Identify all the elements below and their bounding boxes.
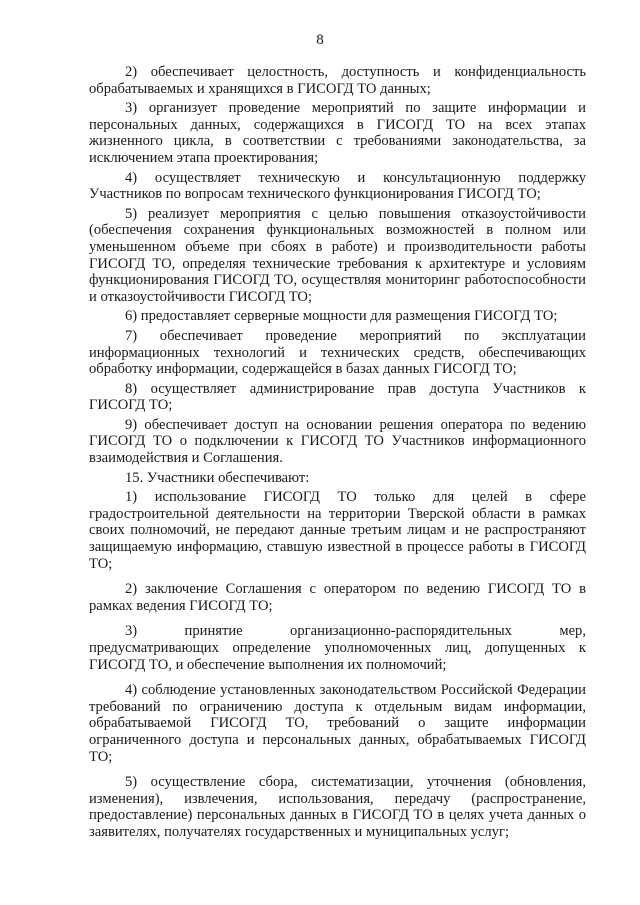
clause-2-integrity: 2) обеспечивает целостность, доступность и конфиденциальность обрабатываемых и хранящихся в ГИСОГД ТО данных; — [89, 64, 586, 97]
clause-3-protection: 3) организует проведение мероприятий по защите информации и персональных данных, содержащихся в ГИСОГД ТО на всех этапах жизненного цикла, в соответствии с требованиями законодательства, за исключением этапа проектирования; — [89, 100, 586, 166]
participant-clause-3-measures: 3) принятие организационно-распорядительных мер, предусматривающих определение уполномоченных лиц, допущенных к ГИСОГД ТО, и обеспечение выполнения их полномочий; — [89, 623, 586, 673]
section-15-heading: 15. Участники обеспечивают: — [125, 469, 310, 486]
participant-clause-2-agreement: 2) заключение Соглашения с оператором по ведению ГИСОГД ТО в рамках ведения ГИСОГД ТО; — [89, 581, 586, 614]
clause-6-servers: 6) предоставляет серверные мощности для размещения ГИСОГД ТО; — [125, 308, 558, 325]
page-number: 8 — [316, 32, 324, 48]
clause-4-support: 4) осуществляет техническую и консультационную поддержку Участников по вопросам технического функционирования ГИСОГД ТО; — [89, 169, 586, 203]
participant-clause-4-compliance: 4) соблюдение установленных законодательством Российской Федерации требований по ограничению доступа к отдельным видам информации, обрабатываемой ГИСОГД ТО, требований о защите информации ограниченного доступа и персональных данных, обрабатываемых ГИСОГД ТО; — [89, 682, 586, 765]
participant-clause-1-usage: 1) использование ГИСОГД ТО только для целей в сфере градостроительной деятельности на территории Тверской области в рамках своих полномочий, не передают данные третьим лицам и не распространяют защищаемую информацию, ставшую известной в процессе работы в ГИСОГД ТО; — [89, 489, 586, 572]
clause-8-access-admin: 8) осуществляет администрирование прав доступа Участников к ГИСОГД ТО; — [89, 380, 586, 414]
clause-7-operation: 7) обеспечивает проведение мероприятий по эксплуатации информационных технологий и технических средств, обеспечивающих обработку информации, содержащейся в базах данных ГИСОГД ТО; — [89, 327, 586, 378]
participant-clause-5-personal-data: 5) осуществление сбора, систематизации, уточнения (обновления, изменения), извлечения, использования, передачу (распространение, предоставление) персональных данных в ГИСОГД ТО в целях учета данных о заявителях, получателях государственных и муниципальных услуг; — [89, 774, 586, 840]
clause-5-fault-tolerance: 5) реализует мероприятия с целью повышения отказоустойчивости (обеспечения сохранения функциональных возможностей в полном или уменьшенном объеме при сбоях в работе) и производительности работы ГИСОГД ТО, определяя технические требования к архитектуре и условиям функционирования ГИСОГД ТО, осуществляя мониторинг работоспособности и отказоустойчивости ГИСОГД ТО; — [89, 205, 586, 305]
document-body — [89, 64, 586, 841]
clause-9-access: 9) обеспечивает доступ на основании решения оператора по ведению ГИСОГД ТО о подключении к ГИСОГД ТО Участников информационного взаимодействия и Соглашения. — [89, 416, 586, 467]
